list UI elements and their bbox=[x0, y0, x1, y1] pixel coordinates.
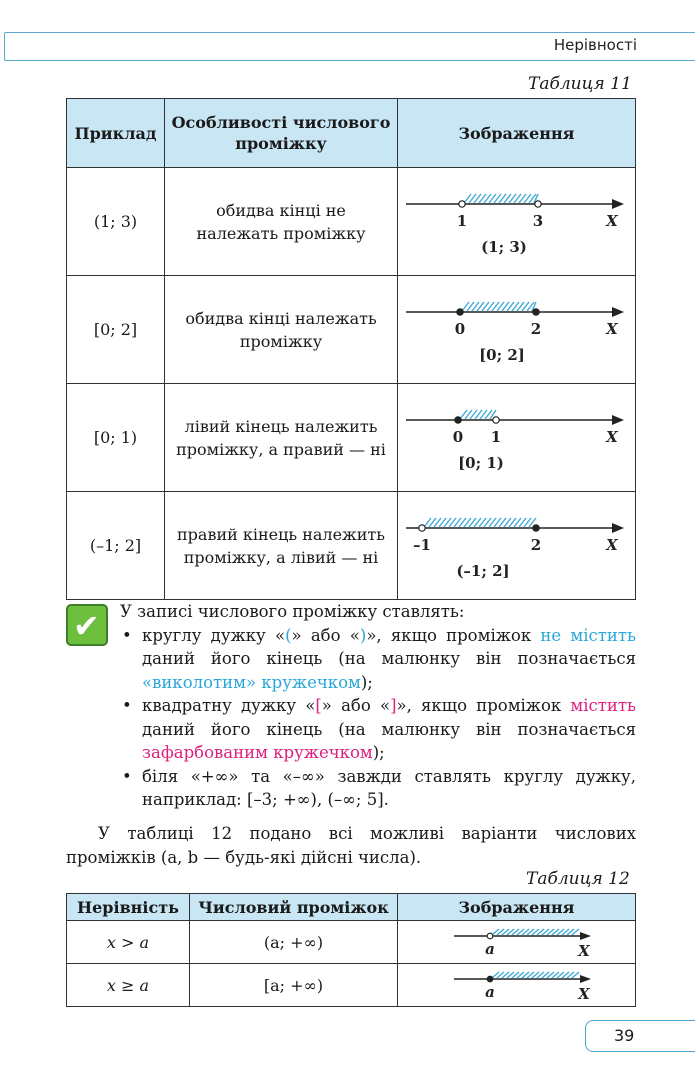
t11-header-feature: Особливості числового проміжку bbox=[165, 99, 398, 168]
t11-image bbox=[398, 492, 636, 600]
axis-label: X bbox=[605, 319, 618, 338]
closed-point bbox=[487, 976, 493, 982]
number-line-figure bbox=[402, 398, 632, 478]
notes-intro: У записі числового проміжку ставлять: bbox=[120, 602, 465, 621]
axis-label: X bbox=[605, 535, 618, 554]
interval-label: (1; 3) bbox=[480, 237, 527, 256]
tick-label: 0 bbox=[452, 427, 463, 446]
number-line-figure bbox=[402, 182, 632, 262]
tick-label: 3 bbox=[532, 211, 543, 230]
table-row bbox=[67, 964, 636, 1007]
open-point bbox=[458, 200, 464, 206]
body-paragraph: У таблиці 12 подано всі можливі варіанти числових проміжків (a, b — будь-які дійсні числа). bbox=[66, 824, 636, 867]
t11-example: (1; 3) bbox=[67, 168, 165, 276]
interval-label: [0; 1) bbox=[457, 453, 504, 472]
table-12 bbox=[66, 893, 636, 1007]
axis-arrow bbox=[580, 932, 591, 940]
t11-image bbox=[398, 384, 636, 492]
t12-header-inequality: Нерівність bbox=[67, 894, 190, 921]
axis-label: X bbox=[577, 985, 590, 1003]
number-line-figure bbox=[402, 290, 632, 370]
axis-arrow bbox=[612, 307, 624, 317]
tick-label: a bbox=[484, 940, 495, 958]
t12-header-interval: Числовий проміжок bbox=[190, 894, 398, 921]
t12-image bbox=[398, 964, 636, 1007]
table-11 bbox=[66, 98, 636, 600]
t12-inequality: x > a bbox=[67, 921, 190, 964]
t12-image bbox=[398, 921, 636, 964]
closed-point bbox=[532, 308, 538, 314]
table11-caption: Таблиця 11 bbox=[528, 74, 632, 94]
interval-label: [0; 2] bbox=[478, 345, 525, 364]
tick-label: a bbox=[484, 983, 495, 1001]
notes-block bbox=[120, 600, 636, 812]
axis-label: X bbox=[577, 942, 590, 960]
closed-point bbox=[456, 308, 462, 314]
open-point bbox=[487, 933, 493, 939]
axis-arrow bbox=[612, 523, 624, 533]
ray-figure bbox=[402, 967, 632, 1003]
checkmark-icon: ✔ bbox=[66, 604, 108, 646]
table-row bbox=[67, 384, 636, 492]
number-line-figure bbox=[402, 506, 632, 586]
table-row bbox=[67, 168, 636, 276]
t11-feature: обидва кінці належать проміжку bbox=[165, 276, 398, 384]
axis-arrow bbox=[612, 199, 624, 209]
open-point bbox=[492, 416, 498, 422]
t12-interval: (a; +∞) bbox=[190, 921, 398, 964]
open-point bbox=[534, 200, 540, 206]
axis-label: X bbox=[605, 211, 618, 230]
list-item: • круглу дужку «(» або «)», якщо проміжок не містить даний його кінець (на малюнку він позначається «виколотим» кружечком); bbox=[120, 624, 636, 695]
list-item: • квадратну дужку «[» або «]», якщо проміжок містить даний його кінець (на малюнку він позначається зафарбованим кружечком); bbox=[120, 694, 636, 765]
table-row bbox=[67, 276, 636, 384]
tick-label: 2 bbox=[530, 319, 541, 338]
tick-label: 1 bbox=[490, 427, 501, 446]
table12-caption: Таблиця 12 bbox=[526, 869, 630, 889]
interval-label: (–1; 2] bbox=[455, 561, 510, 580]
list-item: • біля «+∞» та «–∞» завжди ставлять круглу дужку, наприклад: [–3; +∞), (–∞; 5]. bbox=[120, 765, 636, 812]
table-row bbox=[67, 921, 636, 964]
tick-label: 1 bbox=[456, 211, 467, 230]
t11-example: [0; 2] bbox=[67, 276, 165, 384]
tick-label: 2 bbox=[530, 535, 541, 554]
tick-label: 0 bbox=[454, 319, 465, 338]
open-point bbox=[418, 524, 424, 530]
t11-feature: правий кінець належить проміжку, а лівий — ні bbox=[165, 492, 398, 600]
t12-header-image: Зображення bbox=[398, 894, 636, 921]
t12-inequality: x ≥ a bbox=[67, 964, 190, 1007]
closed-point bbox=[532, 524, 538, 530]
t11-image bbox=[398, 168, 636, 276]
t11-example: [0; 1) bbox=[67, 384, 165, 492]
t11-feature: лівий кінець належить проміжку, а правий — ні bbox=[165, 384, 398, 492]
page-number-box bbox=[585, 1020, 695, 1052]
axis-arrow bbox=[612, 415, 624, 425]
t12-interval: [a; +∞) bbox=[190, 964, 398, 1007]
table-row bbox=[67, 492, 636, 600]
axis-arrow bbox=[580, 975, 591, 983]
t11-image bbox=[398, 276, 636, 384]
closed-point bbox=[454, 416, 460, 422]
t11-example: (–1; 2] bbox=[67, 492, 165, 600]
t11-header-example: Приклад bbox=[67, 99, 165, 168]
axis-label: X bbox=[605, 427, 618, 446]
header-title: Нерівності bbox=[553, 36, 637, 54]
t11-feature: обидва кінці не належать проміжку bbox=[165, 168, 398, 276]
ray-figure bbox=[402, 924, 632, 960]
tick-label: –1 bbox=[412, 535, 431, 554]
page-number: 39 bbox=[614, 1026, 635, 1045]
t11-header-image: Зображення bbox=[398, 99, 636, 168]
